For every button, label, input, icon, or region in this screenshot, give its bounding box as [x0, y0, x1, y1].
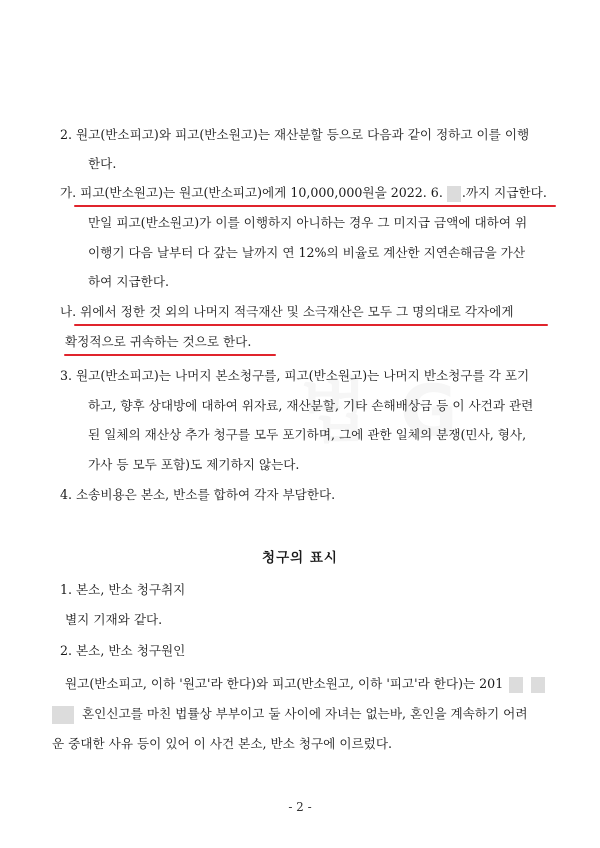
clause-2-line-1 [60, 126, 550, 144]
clause-na-line-2: 확정적으로 귀속하는 것으로 한다. [65, 334, 252, 349]
clause-3-line-2: 하고, 향후 상대방에 대하여 위자료, 재산분할, 기타 손해배상금 등 이 사건과 관련 [88, 398, 534, 413]
claim-2-line-1 [65, 675, 545, 693]
clause-ga-line-2 [88, 214, 550, 232]
claim-2-text-2: 혼인신고를 마친 법률상 부부이고 둘 사이에 자녀는 없는바, 혼인을 계속하기 어려 [82, 706, 528, 721]
clause-3-line-4: 가사 등 모두 포함)도 제기하지 않는다. [88, 457, 300, 472]
claim-2-title: 2. 본소, 반소 청구원인 [60, 643, 186, 658]
claim-1-title: 1. 본소, 반소 청구취지 [60, 582, 186, 597]
clause-ga-text-2: 만일 피고(반소원고)가 이를 이행하지 아니하는 경우 그 미지급 금액에 대하여 위 [88, 215, 528, 230]
clause-ga-line-1 [60, 184, 547, 202]
clause-na-line-1: 나. 위에서 정한 것 외의 나머지 적극재산 및 소극재산은 모두 그 명의대로 각자에게 [60, 304, 514, 319]
clause-ga-text-a: 가. 피고(반소원고)는 원고(반소피고)에게 10,000,000원을 2022. 6. [60, 185, 443, 200]
red-underline [74, 205, 556, 207]
page-number: - 2 - [288, 800, 312, 814]
claim-2-text-1: 원고(반소피고, 이하 '원고'라 한다)와 피고(반소원고, 이하 '피고'라 한다)는 201 [65, 676, 504, 691]
clause-2-text: 2. 원고(반소피고)와 피고(반소원고)는 재산분할 등으로 다음과 같이 정하고 이를 이행 [60, 127, 530, 142]
clause-ga-line-4: 하여 지급한다. [88, 274, 169, 289]
clause-3-line-3: 된 일체의 재산상 추가 청구를 모두 포기하며, 그에 관한 일체의 분쟁(민사, 형사, [88, 427, 527, 442]
redaction-box [531, 677, 545, 693]
clause-3-line-1: 3. 원고(반소피고)는 나머지 본소청구를, 피고(반소원고)는 나머지 반소청구를 각 포기 [60, 368, 530, 383]
claim-1-body: 별지 기재와 같다. [65, 612, 163, 627]
section-heading: 청구의 표시 [262, 550, 338, 566]
redaction-box [447, 186, 461, 202]
claim-2-line-3: 운 중대한 사유 등이 있어 이 사건 본소, 반소 청구에 이르렀다. [52, 736, 393, 751]
redaction-box [52, 706, 74, 724]
red-underline [64, 354, 276, 356]
clause-4-line-1: 4. 소송비용은 본소, 반소를 합하여 각자 부담한다. [60, 487, 336, 502]
claim-2-line-2 [52, 705, 528, 724]
clause-ga-line-3: 이행기 다음 날부터 다 갚는 날까지 연 12%의 비율로 계산한 지연손해금을 가산 [88, 245, 525, 260]
redaction-box [509, 677, 523, 693]
red-underline [74, 324, 548, 326]
clause-ga-text-b: .까지 지급한다. [461, 185, 547, 200]
clause-2-line-2: 한다. [88, 156, 117, 171]
